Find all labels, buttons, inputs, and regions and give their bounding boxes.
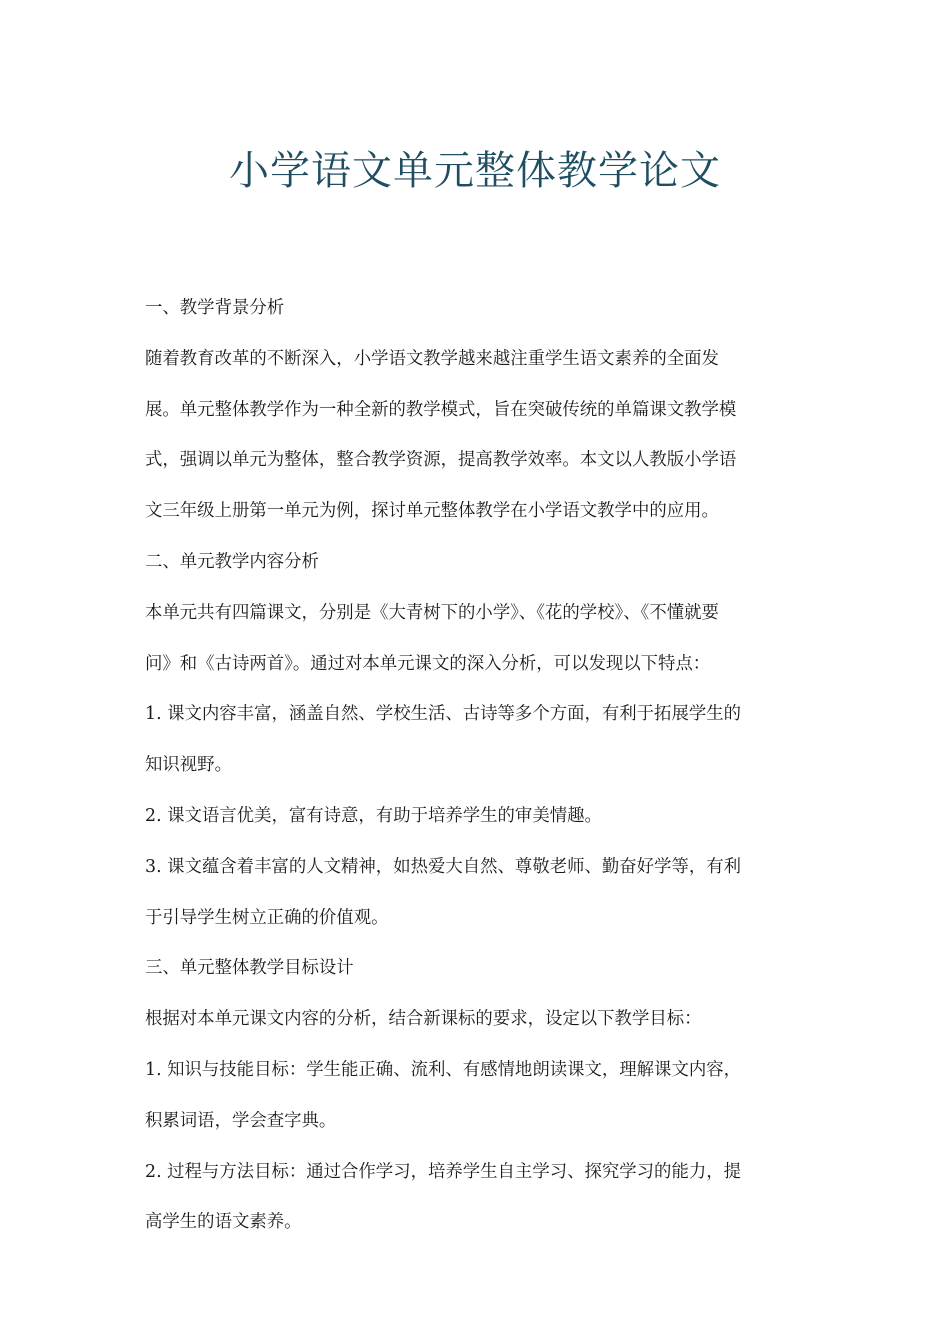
paragraph-line: 随着教育改革的不断深入，小学语文教学越来越注重学生语文素养的全面发 [145,348,719,369]
list-item-line: 高学生的语文素养。 [145,1212,302,1233]
list-item-line: 1. 课文内容丰富，涵盖自然、学校生活、古诗等多个方面，有利于拓展学生的 [145,704,742,725]
paragraph-line: 根据对本单元课文内容的分析，结合新课标的要求，设定以下教学目标： [145,1009,702,1030]
paragraph-line: 展。单元整体教学作为一种全新的教学模式，旨在突破传统的单篇课文教学模 [145,399,737,420]
paragraph-line: 文三年级上册第一单元为例，探讨单元整体教学在小学语文教学中的应用。 [145,501,719,522]
list-item-line: 1. 知识与技能目标：学生能正确、流利、有感情地朗读课文，理解课文内容， [145,1059,742,1080]
list-item-line: 3. 课文蕴含着丰富的人文精神，如热爱大自然、尊敬老师、勤奋好学等，有利 [145,856,742,877]
list-item-line: 积累词语，学会查字典。 [145,1110,337,1131]
document-body [145,283,810,1248]
paragraph-line: 本单元共有四篇课文，分别是《大青树下的小学》、《花的学校》、《不懂就要 [145,602,719,623]
section-heading-3: 三、单元整体教学目标设计 [145,958,354,979]
section-heading-2: 二、单元教学内容分析 [145,551,319,572]
list-item-line: 知识视野。 [145,755,232,776]
list-item-line: 2. 过程与方法目标：通过合作学习，培养学生自主学习、探究学习的能力，提 [145,1161,742,1182]
list-item-line: 于引导学生树立正确的价值观。 [145,907,389,928]
paragraph-line: 问》和《古诗两首》。通过对本单元课文的深入分析，可以发现以下特点： [145,653,711,674]
list-item-line: 2. 课文语言优美，富有诗意，有助于培养学生的审美情趣。 [145,805,602,826]
section-heading-1: 一、教学背景分析 [145,298,285,318]
paragraph-line: 式，强调以单元为整体，整合教学资源，提高教学效率。本文以人教版小学语 [145,450,737,471]
document-title: 小学语文单元整体教学论文 [229,148,721,194]
